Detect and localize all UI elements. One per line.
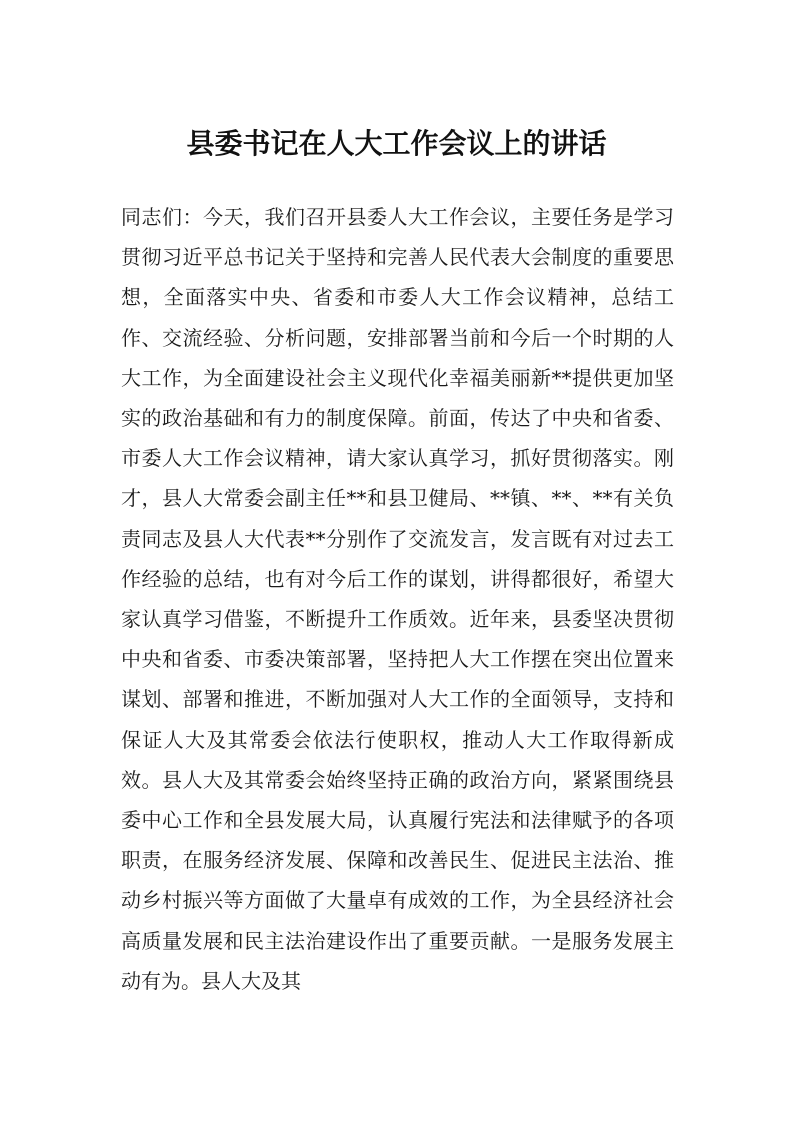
document-title: 县委书记在人大工作会议上的讲话 [186,127,607,160]
document-body-paragraph: 同志们：今天，我们召开县委人大工作会议，主要任务是学习贯彻习近平总书记关于坚持和完善人民代表大会制度的重要思想，全面落实中央、省委和市委人大工作会议精神，总结工作、交流经验、分析问题，安排部署当前和今后一个时期的人大工作，为全面建设社会主义现代化幸福美丽新**提供更加坚实的政治基础和有力的制度保障。前面，传达了中央和省委、市委人大工作会议精神，请大家认真学习，抓好贯彻落实。刚才，县人大常委会副主任**和县卫健局、**镇、**、**有关负责同志及县人大代表**分别作了交流发言，发言既有对过去工作经验的总结，也有对今后工作的谋划，讲得都很好，希望大家认真学习借鉴，不断提升工作质效。近年来，县委坚决贯彻中央和省委、市委决策部署，坚持把人大工作摆在突出位置来谋划、部署和推进，不断加强对人大工作的全面领导，支持和保证人大及其常委会依法行使职权，推动人大工作取得新成效。县人大及其常委会始终坚持正确的政治方向，紧紧围绕县委中心工作和全县发展大局，认真履行宪法和法律赋予的各项职责，在服务经济发展、保障和改善民生、促进民主法治、推动乡村振兴等方面做了大量卓有成效的工作，为全县经济社会高质量发展和民主法治建设作出了重要贡献。一是服务发展主动有为。县人大及其 [121,205,674,993]
